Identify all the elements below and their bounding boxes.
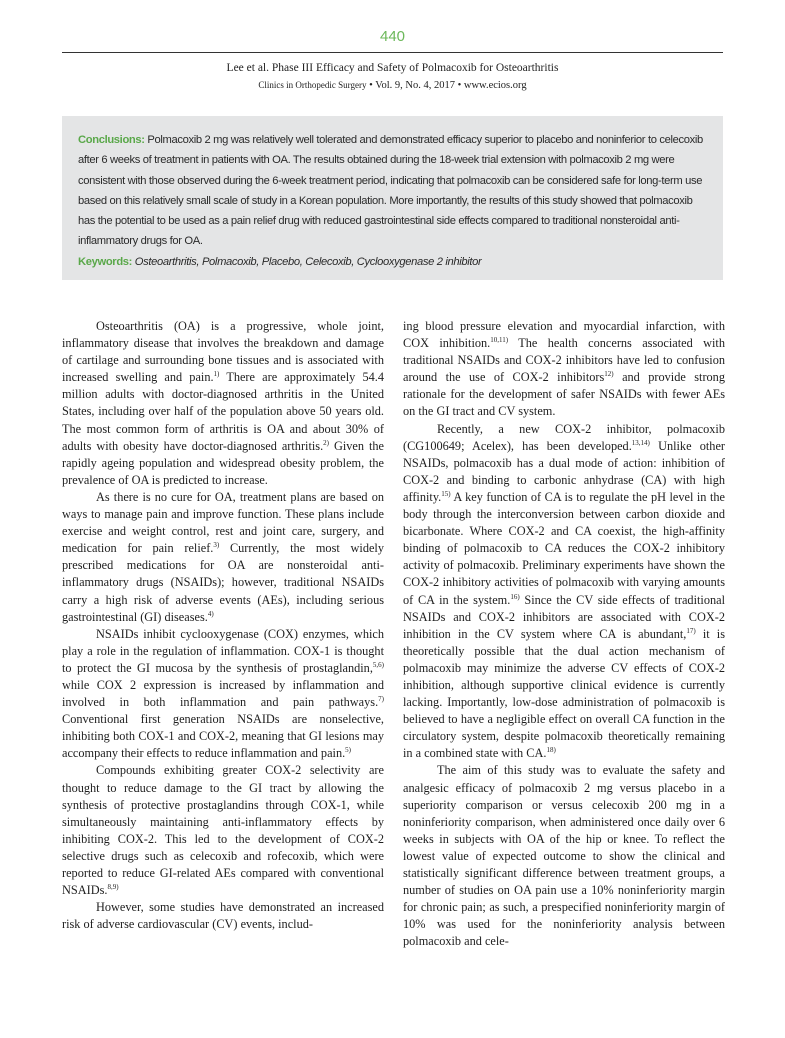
citation-superscript: 2) — [323, 438, 330, 447]
body-paragraph — [403, 421, 725, 763]
keywords-paragraph — [78, 252, 707, 272]
paragraph-text: Osteoarthritis (OA) is a progressive, whole joint, inflammatory disease that involves the breakdown and damage of cartilage and surrounding bone tissues and is associated with increased swelling and pain. — [62, 319, 384, 385]
paragraph-text: The health concerns associated with traditional NSAIDs and COX-2 inhibitors have led to confusion around the use of COX-2 inhibitors — [403, 336, 725, 385]
citation-superscript: 8,9) — [107, 883, 119, 892]
paragraph-text: NSAIDs inhibit cyclooxygenase (COX) enzymes, which play a role in the regulation of inflammation. COX-1 is thought to protect the GI mucosa by the synthesis of prostaglandin, — [62, 626, 384, 675]
paragraph-text: There are approximately 54.4 million adults with doctor-diagnosed arthritis in the United States, including over half of the population above 50 years old. The most common form of arthritis is OA and about 30% of adults with obesity have doctor-diagnosed arthritis. — [62, 370, 384, 453]
body-paragraph — [62, 762, 384, 899]
citation-superscript: 7) — [378, 695, 384, 704]
paragraph-text: and provide strong rationale for the development of safer NSAIDs with fewer AEs on the GI tract and CV system. — [403, 370, 725, 419]
journal-details: • Vol. 9, No. 4, 2017 • www.ecios.org — [366, 80, 527, 91]
conclusions-paragraph — [78, 130, 707, 252]
citation-superscript: 17) — [686, 626, 696, 635]
body-paragraph — [62, 489, 384, 626]
citation-superscript: 5) — [345, 746, 352, 755]
abstract-box — [62, 116, 723, 280]
paragraph-text: Currently, the most widely prescribed medications for OA are nonsteroidal anti-inflammatory drugs (NSAIDs); however, traditional NSAIDs carry a high risk of adverse events (AEs), including serious gastrointestinal (GI) diseases. — [62, 541, 384, 624]
body-paragraph — [62, 626, 384, 763]
citation-superscript: 5,6) — [372, 660, 384, 669]
paragraph-text: while COX 2 expression is increased by inflammation and involved in both inflammation and pain pathways. — [62, 677, 384, 710]
body-right-column — [403, 318, 725, 950]
citation-superscript: 12) — [604, 370, 614, 379]
paragraph-text: Since the CV side effects of traditional NSAIDs and COX-2 inhibitors are associated with COX-2 inhibition in the CV system where CA is abundant, — [403, 592, 726, 641]
paragraph-text: However, some studies have demonstrated an increased risk of adverse cardiovascular (CV) events, includ- — [62, 900, 384, 932]
body-paragraph — [62, 318, 384, 489]
citation-superscript: 4) — [207, 609, 214, 618]
paragraph-text: Recently, a new COX-2 inhibitor, polmacoxib (CG100649; Acelex), has been developed. — [403, 421, 725, 453]
paragraph-text: Unlike other NSAIDs, polmacoxib has a dual mode of action: inhibition of COX-2 and binding to carbonic anhydrase (CA) with high affinity. — [403, 438, 725, 504]
body-left-column — [62, 318, 384, 933]
keywords-text: Osteoarthritis, Polmacoxib, Placebo, Celecoxib, Cyclooxygenase 2 inhibitor — [132, 255, 482, 268]
paragraph-text: A key function of CA is to regulate the pH level in the body through the interconversion between carbon dioxide and bicarbonate. Where COX-2 and CA coexist, the high-affinity binding of polmacoxib to CA reduces the COX-2 inhibitory activity of polmacoxib. Preliminary experiments have shown the COX-2 inhibitory activities of polmacoxib with varying amounts of CA in the system. — [403, 489, 725, 607]
keywords-label: Keywords: — [78, 255, 133, 268]
paragraph-text: Conventional first generation NSAIDs are nonselective, inhibiting both COX-1 and COX-2, meaning that GI lesions may accompany their effects to reduce inflammation and pain. — [62, 712, 384, 761]
running-title: Lee et al. Phase III Efficacy and Safety of Polmacoxib for Osteoarthritis — [226, 62, 559, 74]
paragraph-text: As there is no cure for OA, treatment plans are based on ways to manage pain and improve function. These plans include exercise and weight control, rest and joint care, surgery, and medication for pain relief. — [62, 489, 384, 556]
journal-line — [0, 80, 785, 91]
citation-superscript: 18) — [546, 746, 556, 755]
citation-superscript: 16) — [510, 592, 520, 601]
citation-superscript: 10,11) — [490, 336, 509, 345]
conclusions-label: Conclusions: — [78, 134, 145, 146]
body-paragraph — [403, 762, 725, 950]
header-rule — [62, 52, 723, 53]
paragraph-text: Given the rapidly ageing population and widespread obesity problem, the prevalence of OA is predicted to increase. — [62, 438, 384, 487]
body-paragraph — [62, 899, 384, 933]
journal-name: Clinics in Orthopedic Surgery — [258, 80, 367, 90]
conclusions-text: Polmacoxib 2 mg was relatively well tolerated and demonstrated efficacy superior to placebo and noninferior to celecoxib after 6 weeks of treatment in patients with OA. The results obtained during the 18-week trial extension with polmacoxib 2 mg were consistent with those observed during the 6-week treatment period, indicating that polmacoxib can be considered safe for long-term use based on this relatively small scale of study in a Korean population. More importantly, the results of this study showed that polmacoxib has the potential to be used as a pain relief drug with reduced gastrointestinal side effects compared to traditional nonsteroidal anti-inflammatory drugs for OA. — [78, 134, 703, 248]
paragraph-text: ing blood pressure elevation and myocardial infarction, with COX inhibition. — [403, 319, 725, 351]
paragraph-text: Compounds exhibiting greater COX-2 selectivity are thought to reduce damage to the GI tract by allowing the synthesis of protective prostaglandins through COX-1, while simultaneously maintaining anti-inflammatory effects by inhibiting COX-2. This led to the development of COX-2 selective drugs such as celecoxib and rofecoxib, which were reported to reduce GI-related AEs compared with conventional NSAIDs. — [62, 763, 384, 898]
page-number: 440 — [379, 28, 406, 45]
body-paragraph — [403, 318, 725, 421]
citation-superscript: 13,14) — [631, 438, 650, 447]
paragraph-text: The aim of this study was to evaluate the safety and analgesic efficacy of polmacoxib 2 mg versus placebo in a superiority comparison or versus celecoxib 200 mg in a noninferiority comparison, when administered once daily over 6 weeks in subjects with OA of the hip or knee. To reflect the lowest value of expected outcome to show the clinical and statistically significant difference between treatment groups, a number of studies on OA pain use a 10% noninferiority margin for chronic pain; as such, a prespecified noninferiority margin of 10% was used for the noninferiority analysis between polmacoxib and cele- — [403, 763, 725, 949]
citation-superscript: 3) — [213, 541, 220, 550]
citation-superscript: 1) — [213, 370, 220, 379]
citation-superscript: 15) — [441, 489, 451, 498]
paragraph-text: it is theoretically possible that the dual action mechanism of polmacoxib may minimize the adverse CV effects of COX-2 inhibition, although supportive clinical evidence is currently lacking. Importantly, low-dose administration of polmacoxib is believed to have a negligible effect on overall CA function in the circulatory system, despite polmacoxib theoretically remaining in a combined state with CA. — [403, 626, 725, 761]
